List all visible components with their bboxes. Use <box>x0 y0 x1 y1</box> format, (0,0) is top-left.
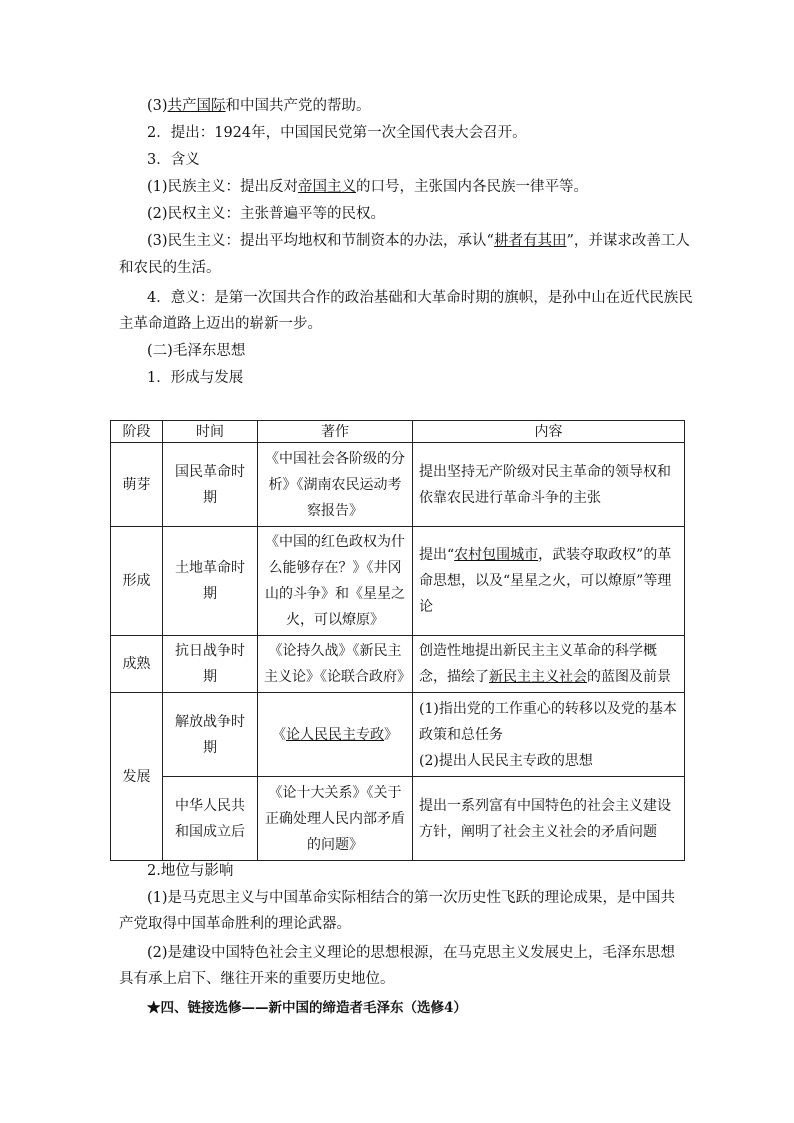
underlined-term: 论人民民主专政 <box>286 726 384 743</box>
section-heading-mao-thought: (二)毛泽东思想 <box>147 343 246 359</box>
cell-content: 提出“农村包围城市，武装夺取政权”的革命思想，以及“星星之火，可以燎原”等理论 <box>413 527 685 636</box>
underlined-term: 耕者有其田 <box>493 233 567 249</box>
cell-works: 《论持久战》《新民主主义论》《论联合政府》 <box>258 636 413 693</box>
cell-content: 提出一系列富有中国特色的社会主义建设方针，阐明了社会主义社会的矛盾问题 <box>413 777 685 861</box>
paragraph-significance: 4．意义：是第一次国共合作的政治基础和大革命时期的旗帜，是孙中山在近代民族民 <box>147 290 693 306</box>
paragraph-proposed: 2．提出：1924年，中国国民党第一次全国代表大会召开。 <box>147 125 527 141</box>
table-row <box>111 443 685 527</box>
cell-works: 《论十大关系》《关于正确处理人民内部矛盾的问题》 <box>258 777 413 861</box>
paragraph-status-1: (1)是马克思主义与中国革命实际相结合的第一次历史性飞跃的理论成果，是中国共产党取得中国革命胜利的理论武器。 <box>119 890 676 932</box>
section-heading-link: ★四、链接选修——新中国的缔造者毛泽东（选修4） <box>147 1000 467 1016</box>
paragraph-comintern: (3)共产国际和中国共产党的帮助。 <box>147 98 371 114</box>
paragraph-livelihood-cont: 和农民的生活。 <box>119 260 221 276</box>
header-stage: 阶段 <box>111 421 163 443</box>
header-works: 著作 <box>258 421 413 443</box>
cell-stage: 发展 <box>111 693 163 861</box>
cell-time: 抗日战争时期 <box>163 636 258 693</box>
table-row <box>111 636 685 693</box>
paragraph-status-2: (2)是建设中国特色社会主义理论的思想根源，在马克思主义发展史上，毛泽东思想具有承上启下、继往开来的重要历史地位。 <box>119 945 676 987</box>
paragraph-significance-cont: 主革命道路上迈出的崭新一步。 <box>119 316 322 332</box>
formation-table <box>110 420 685 861</box>
header-content: 内容 <box>413 421 685 443</box>
cell-works: 《论人民民主专政》 <box>258 693 413 777</box>
cell-time: 解放战争时期 <box>163 693 258 777</box>
cell-works: 《中国社会各阶级的分析》《湖南农民运动考察报告》 <box>258 443 413 527</box>
cell-content: 提出坚持无产阶级对民主革命的领导权和依靠农民进行革命斗争的主张 <box>413 443 685 527</box>
underlined-term: 帝国主义 <box>298 179 357 195</box>
cell-stage: 萌芽 <box>111 443 163 527</box>
section-heading-meaning: 3．含义 <box>147 152 200 168</box>
table-row <box>111 777 685 861</box>
cell-content: (1)指出党的工作重心的转移以及党的基本政策和总任务 (2)提出人民民主专政的思想 <box>413 693 685 777</box>
paragraph-livelihood: (3)民生主义：提出平均地权和节制资本的办法，承认“耕者有其田”，并谋求改善工人 <box>147 233 690 249</box>
paragraph-nationalism: (1)民族主义：提出反对帝国主义的口号，主张国内各民族一律平等。 <box>147 179 589 195</box>
cell-time: 中华人民共和国成立后 <box>163 777 258 861</box>
cell-stage: 成熟 <box>111 636 163 693</box>
section-heading-status: 2.地位与影响 <box>147 863 234 879</box>
cell-time: 国民革命时期 <box>163 443 258 527</box>
header-time: 时间 <box>163 421 258 443</box>
table-row <box>111 693 685 777</box>
cell-works: 《中国的红色政权为什么能够存在？》《井冈山的斗争》和《星星之火，可以燎原》 <box>258 527 413 636</box>
underlined-term: 农村包围城市 <box>454 547 539 563</box>
cell-time: 土地革命时期 <box>163 527 258 636</box>
cell-content: 创造性地提出新民主主义革命的科学概念，描绘了新民主主义社会的蓝图及前景 <box>413 636 685 693</box>
section-heading-formation: 1．形成与发展 <box>147 370 244 386</box>
underlined-term: 共产国际 <box>167 98 226 114</box>
paragraph-democracy: (2)民权主义：主张普遍平等的民权。 <box>147 206 386 222</box>
underlined-term: 新民主主义社会 <box>489 669 587 685</box>
table-header-row <box>111 421 685 443</box>
table-row <box>111 527 685 636</box>
cell-stage: 形成 <box>111 527 163 636</box>
